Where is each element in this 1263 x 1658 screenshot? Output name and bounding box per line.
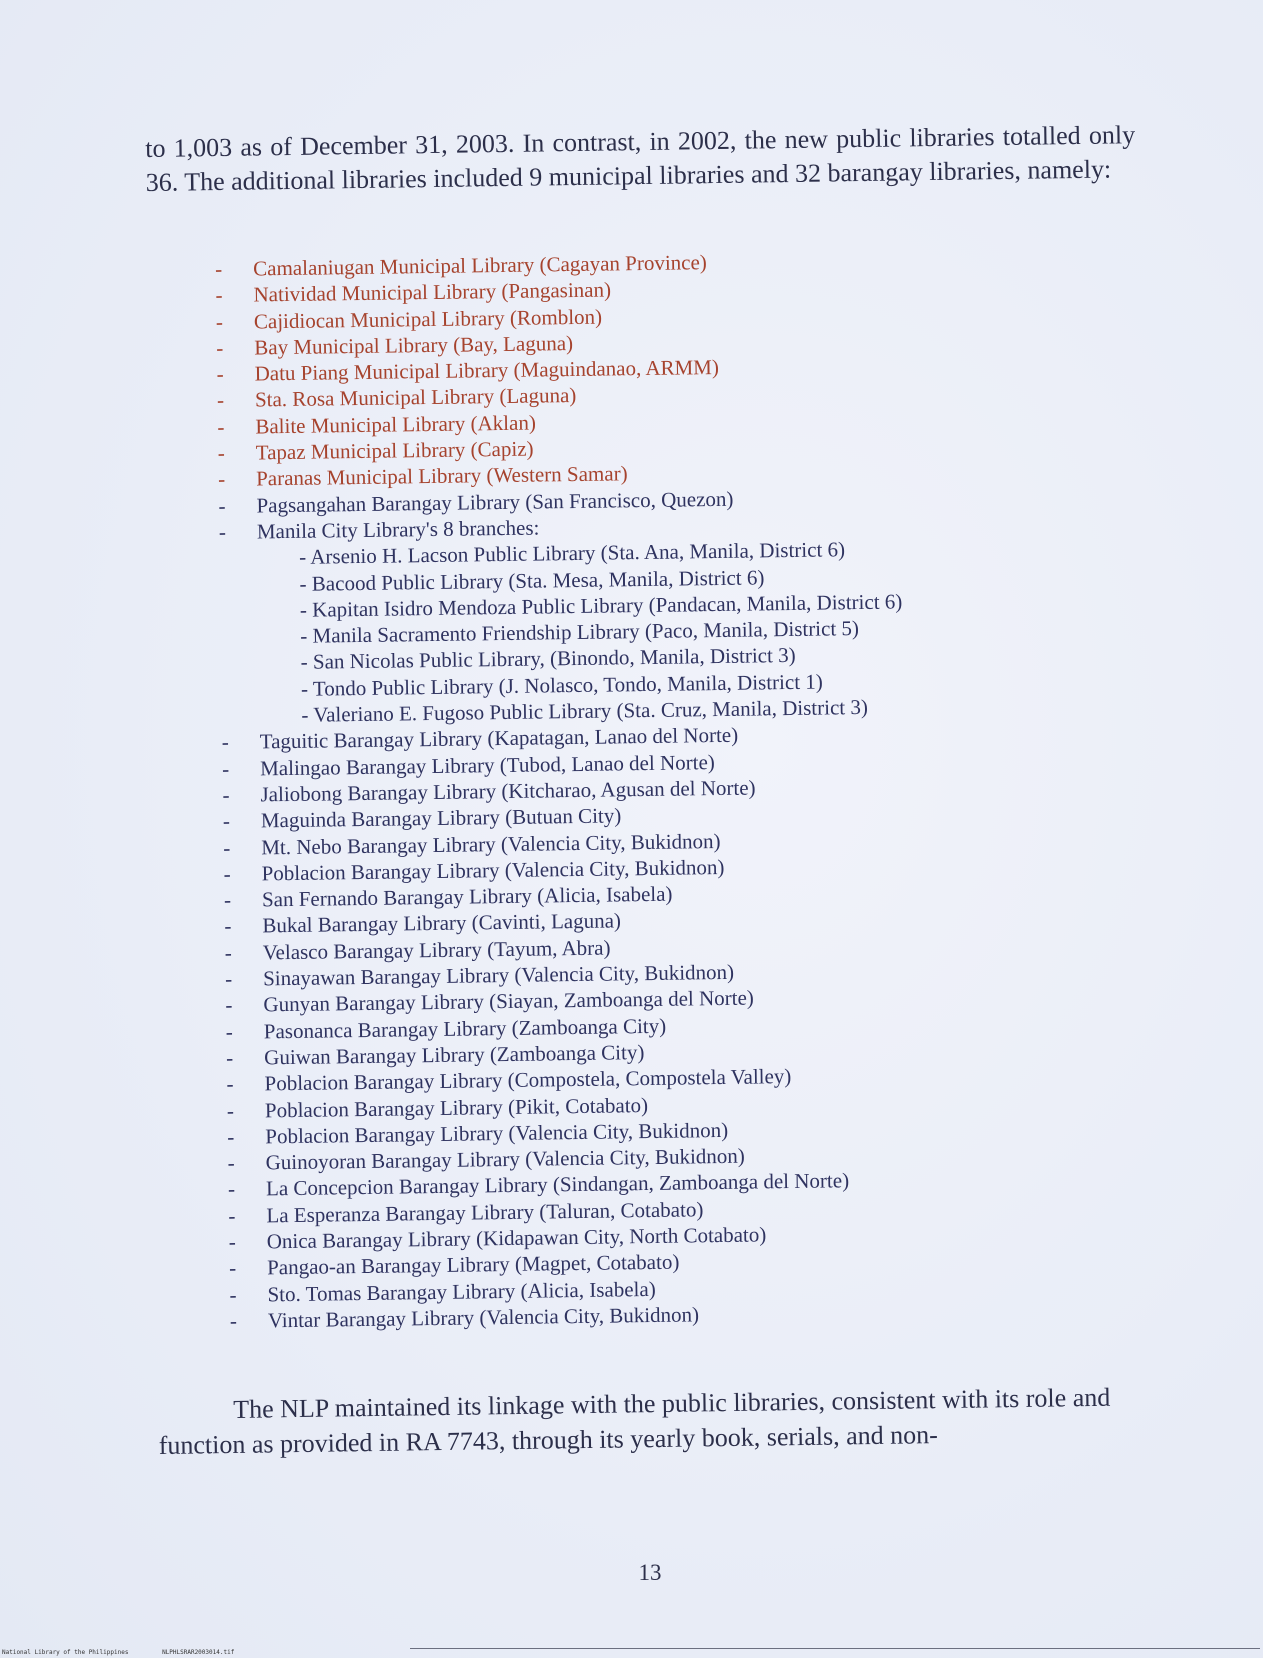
library-name: Taguitic Barangay Library (Kapatagan, Lanao del Norte) — [259, 723, 739, 754]
library-name: Paranas Municipal Library (Western Samar) — [255, 461, 628, 491]
footer-rule — [410, 1648, 1260, 1649]
bullet-dash: - — [221, 756, 230, 781]
bullet-dash: - — [221, 730, 229, 755]
library-name: Sta. Rosa Municipal Library (Laguna) — [254, 383, 577, 412]
closing-paragraph — [158, 1379, 1149, 1463]
intro-paragraph: to 1,003 as of December 31, 2003. In contrast, in 2002, the new public libraries totalled only 36. The additional libraries included 9 municipal libraries and 32 barangay libraries, namely: — [145, 120, 1136, 197]
library-name: Poblacion Barangay Library (Valencia City, Bukidnon) — [265, 1117, 729, 1149]
library-name: Pangao-an Barangay Library (Magpet, Cotabato) — [266, 1249, 680, 1280]
library-name: Camalaniugan Municipal Library (Cagayan Province) — [253, 250, 707, 281]
library-name: Poblacion Barangay Library (Valencia City, Bukidnon) — [261, 854, 725, 886]
library-name: San Fernando Barangay Library (Alicia, Isabela) — [261, 881, 673, 912]
library-name: Maguinda Barangay Library (Butuan City) — [260, 803, 622, 833]
bullet-dash: - — [217, 467, 226, 492]
bullet-dash: - — [216, 335, 224, 360]
bullet-dash: - — [229, 1308, 238, 1333]
bullet-dash: - — [217, 440, 225, 466]
bullet-dash: - — [227, 1124, 235, 1149]
bullet-dash: - — [224, 966, 233, 991]
bullet-dash: - — [228, 1203, 236, 1228]
bullet-dash: - — [215, 256, 223, 281]
library-name: Poblacion Barangay Library (Compostela, Compostela Valley) — [264, 1064, 792, 1096]
library-name: - Arsenio H. Lacson Public Library (Sta. Ana, Manila, District 6) — [299, 537, 846, 570]
library-name: Datu Piang Municipal Library (Maguindanao, ARMM) — [254, 355, 720, 386]
bullet-dash: - — [218, 519, 227, 544]
library-name: - Valeriano E. Fugoso Public Library (Sta. Cruz, Manila, District 3) — [301, 694, 869, 727]
library-name: La Esperanza Barangay Library (Taluran, Cotabato) — [266, 1196, 704, 1228]
library-name: Guinoyoran Barangay Library (Valencia City, Bukidnon) — [265, 1143, 745, 1175]
bullet-dash: - — [228, 1229, 236, 1254]
library-name: - Kapitan Isidro Mendoza Public Library (Pandacan, Manila, District 6) — [299, 589, 903, 622]
library-name: La Concepcion Barangay Library (Sindangan, Zamboanga del Norte) — [265, 1168, 850, 1201]
library-name: Velasco Barangay Library (Tayum, Abra) — [262, 935, 611, 965]
library-name: Bukal Barangay Library (Cavinti, Laguna) — [262, 908, 622, 938]
scan-footer — [2, 1649, 264, 1656]
bullet-dash: - — [229, 1282, 237, 1307]
bullet-dash: - — [224, 940, 232, 965]
bullet-dash: - — [217, 414, 225, 439]
bullet-dash: - — [223, 861, 231, 886]
bullet-dash: - — [223, 835, 231, 860]
bullet-dash: - — [215, 283, 223, 308]
bullet-dash: - — [226, 1098, 235, 1123]
library-name: Vintar Barangay Library (Valencia City, Bukidnon) — [267, 1302, 700, 1333]
library-name: Bay Municipal Library (Bay, Laguna) — [254, 330, 574, 360]
library-name: Balite Municipal Library (Aklan) — [255, 410, 537, 439]
library-name: Manila City Library's 8 branches: — [256, 515, 540, 544]
bullet-dash: - — [225, 993, 233, 1018]
bullet-dash: - — [224, 914, 232, 939]
bullet-dash: - — [216, 362, 224, 387]
library-name: Sto. Tomas Barangay Library (Alicia, Isabela) — [267, 1276, 656, 1306]
bullet-dash: - — [226, 1045, 234, 1070]
bullet-dash: - — [216, 388, 225, 413]
library-name: - San Nicolas Public Library, (Binondo, Manila, District 3) — [300, 643, 796, 675]
bullet-dash: - — [215, 309, 224, 334]
library-name: Natividad Municipal Library (Pangasinan) — [253, 277, 612, 307]
bullet-dash: - — [227, 1177, 236, 1202]
bullet-dash: - — [218, 493, 226, 518]
library-name: Cajidiocan Municipal Library (Romblon) — [253, 304, 603, 334]
library-name: Poblacion Barangay Library (Pikit, Cotabato) — [264, 1092, 649, 1122]
bullet-dash: - — [227, 1150, 235, 1176]
library-name: Mt. Nebo Barangay Library (Valencia City, Bukidnon) — [261, 828, 721, 859]
bullet-dash: - — [228, 1256, 237, 1281]
bullet-dash: - — [223, 887, 232, 913]
library-name: Jaliobong Barangay Library (Kitcharao, Agusan del Norte) — [260, 775, 756, 807]
library-name: Gunyan Barangay Library (Siayan, Zamboanga del Norte) — [263, 985, 754, 1017]
library-name: - Bacood Public Library (Sta. Mesa, Manila, District 6) — [299, 564, 765, 596]
library-name: Onica Barangay Library (Kidapawan City, North Cotabato) — [266, 1222, 767, 1254]
page-number: 13 — [638, 1560, 662, 1585]
library-name: Sinayawan Barangay Library (Valencia City, Bukidnon) — [262, 959, 735, 991]
library-name: Tapaz Municipal Library (Capiz) — [255, 436, 534, 465]
paragraph-indent — [158, 1418, 233, 1419]
library-name: Malingao Barangay Library (Tubod, Lanao del Norte) — [259, 749, 715, 781]
bullet-dash: - — [225, 1019, 233, 1044]
library-name: - Manila Sacramento Friendship Library (Paco, Manila, District 5) — [300, 616, 860, 649]
closing-text: The NLP maintained its linkage with the public libraries, consistent with its role and function as provided in RA 7743, through its yearly book, serials, and non- — [158, 1382, 1111, 1460]
bullet-dash: - — [226, 1072, 234, 1097]
footer-source: National Library of the Philippines — [2, 1649, 129, 1656]
bullet-dash: - — [222, 809, 231, 834]
library-list — [215, 243, 1130, 1334]
library-name: Guiwan Barangay Library (Zamboanga City) — [264, 1039, 645, 1070]
library-name: Pagsangahan Barangay Library (San Francisco, Quezon) — [256, 486, 734, 518]
bullet-dash: - — [222, 782, 230, 807]
library-name: Pasonanca Barangay Library (Zamboanga City) — [263, 1013, 667, 1044]
library-name: - Tondo Public Library (J. Nolasco, Tondo, Manila, District 1) — [300, 669, 823, 701]
footer-filename: NLPHLSRAR2003014.tif — [162, 1649, 235, 1656]
